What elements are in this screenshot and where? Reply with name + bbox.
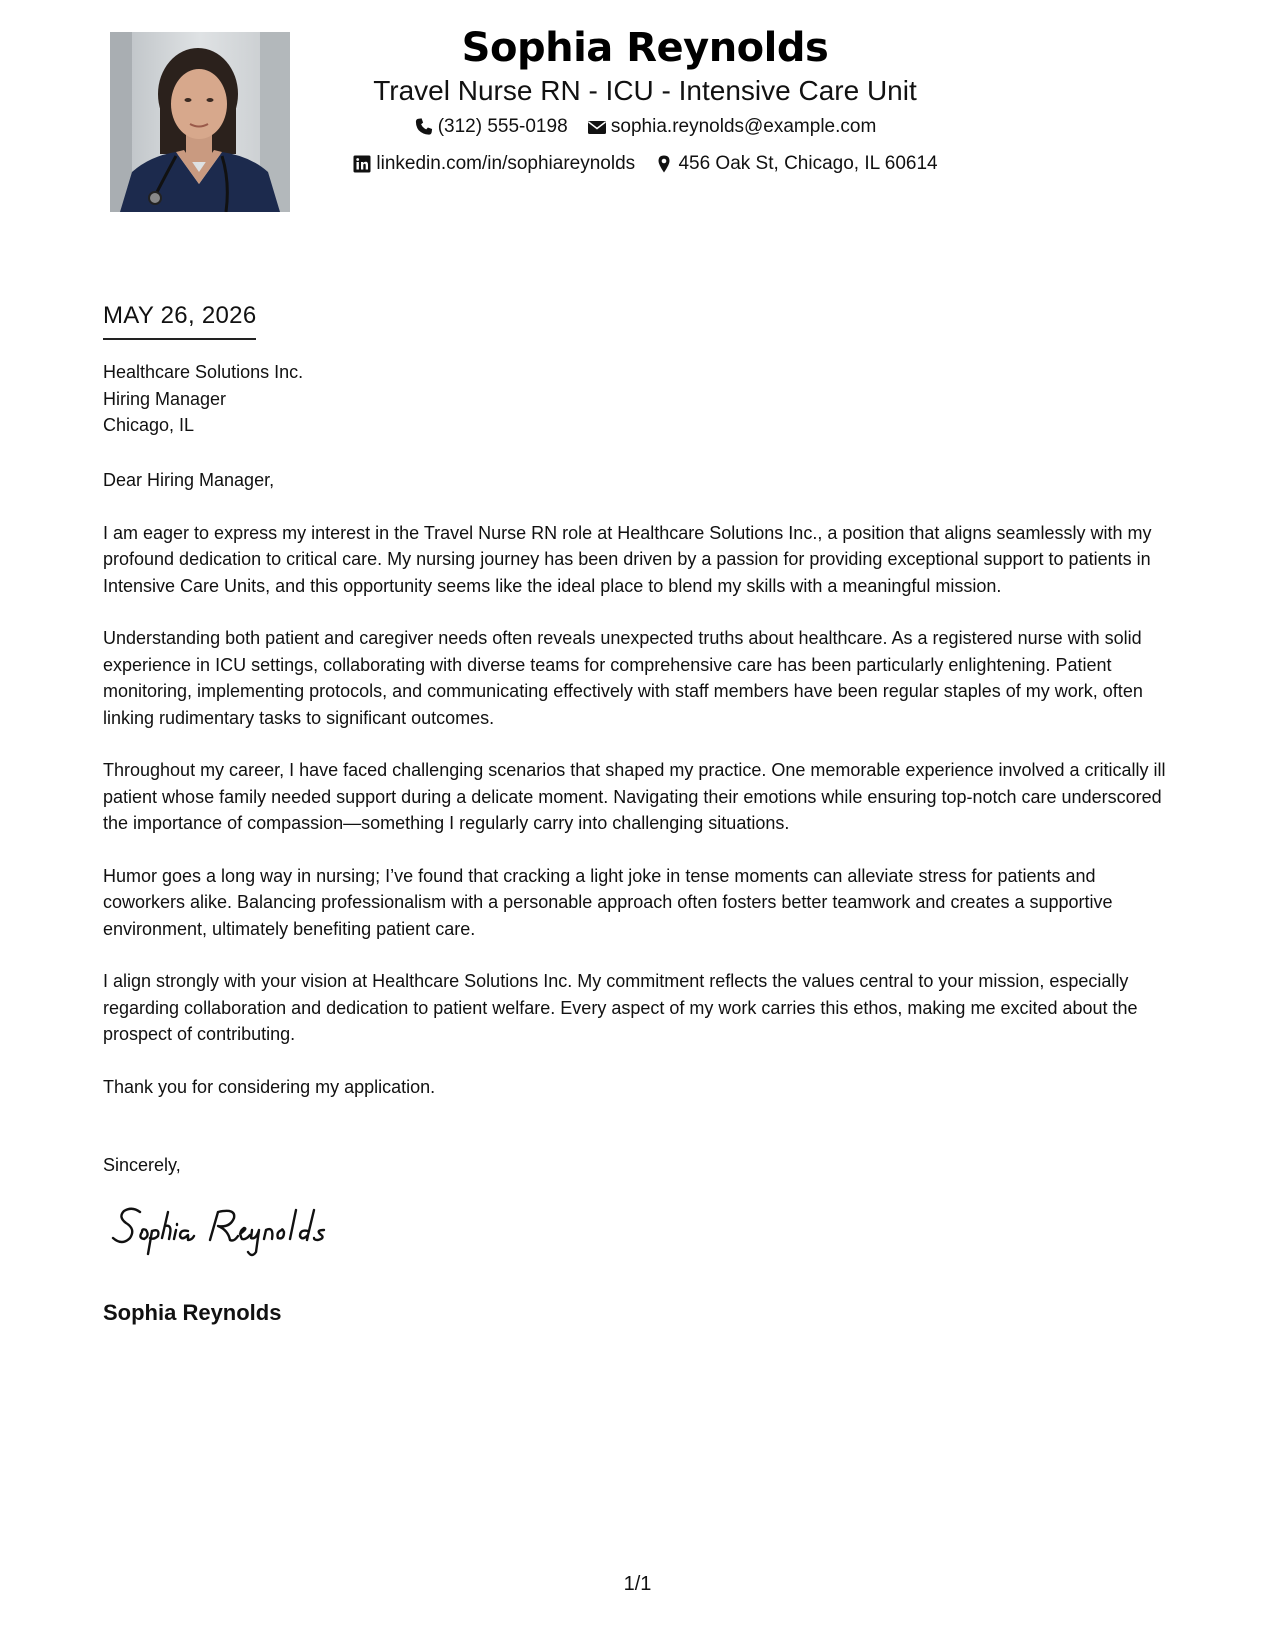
linkedin-text: linkedin.com/in/sophiareynolds [376,153,636,174]
contact-email[interactable] [587,114,876,140]
paragraph-humor: Humor goes a long way in nursing; I’ve found that cracking a light joke in tense moments can alleviate stress for patients and coworkers alike. Balancing professionalism with a personable approach often fosters better teamwork and creates a supportive environment, ultimately benefiting patient care. [103,865,1113,939]
contact-linkedin[interactable] [352,151,635,177]
signed-name: Sophia Reynolds [103,1300,282,1325]
letter-header [300,22,990,182]
email-text: sophia.reynolds@example.com [610,116,877,137]
recipient-block [103,359,303,439]
address-text: 456 Oak St, Chicago, IL 60614 [678,153,938,174]
recipient-role: Hiring Manager [103,388,227,409]
envelope-icon [587,117,607,137]
page-number: 1/1 [623,1573,652,1595]
linkedin-icon [352,154,372,174]
recipient-company: Healthcare Solutions Inc. [103,362,304,382]
letter-date: MAY 26, 2026 [103,300,256,340]
applicant-name: Sophia Reynolds [461,25,829,71]
letter-body [103,467,1178,1126]
phone-text: (312) 555-0198 [437,116,568,137]
recipient-location: Chicago, IL [103,415,195,435]
paragraph-thanks: Thank you for considering my application. [103,1076,436,1097]
paragraph-scenario: Throughout my career, I have faced challenging scenarios that shaped my practice. One memorable experience involved a critically ill patient whose family needed support during a delicate moment. Navigating their emotions while ensuring top-notch care underscored the importance of compassion—something I regularly carry into challenging situations. [103,760,1166,833]
contact-address[interactable] [654,151,937,177]
phone-icon [414,117,434,137]
contact-phone[interactable] [414,114,568,140]
applicant-title: Travel Nurse RN - ICU - Intensive Care Unit [373,75,917,106]
handwritten-signature [110,1198,370,1262]
closing: Sincerely, [103,1155,181,1175]
salutation: Dear Hiring Manager, [103,470,275,490]
paragraph-intro: I am eager to express my interest in the Travel Nurse RN role at Healthcare Solutions Inc., a position that aligns seamlessly with my profound dedication to critical care. My nursing journey has been driven by a passion for providing exceptional support to patients in Intensive Care Units, and this opportunity seems like the ideal place to blend my skills with a meaningful mission. [103,522,1152,596]
contact-row-secondary [300,151,990,182]
contact-row-primary [300,114,990,145]
map-marker-icon [654,154,674,174]
paragraph-experience: Understanding both patient and caregiver needs often reveals unexpected truths about healthcare. As a registered nurse with solid experience in ICU settings, collaborating with diverse teams for comprehensive care has been particularly enlightening. Patient monitoring, implementing protocols, and communicating effectively with staff members have been regular staples of my work, often linking rudimentary tasks to significant outcomes. [103,628,1143,728]
profile-photo [110,32,290,212]
paragraph-alignment: I align strongly with your vision at Healthcare Solutions Inc. My commitment reflects the values central to your mission, especially regarding collaboration and dedication to patient welfare. Every aspect of my work carries this ethos, making me excited about the prospect of contributing. [103,971,1138,1044]
